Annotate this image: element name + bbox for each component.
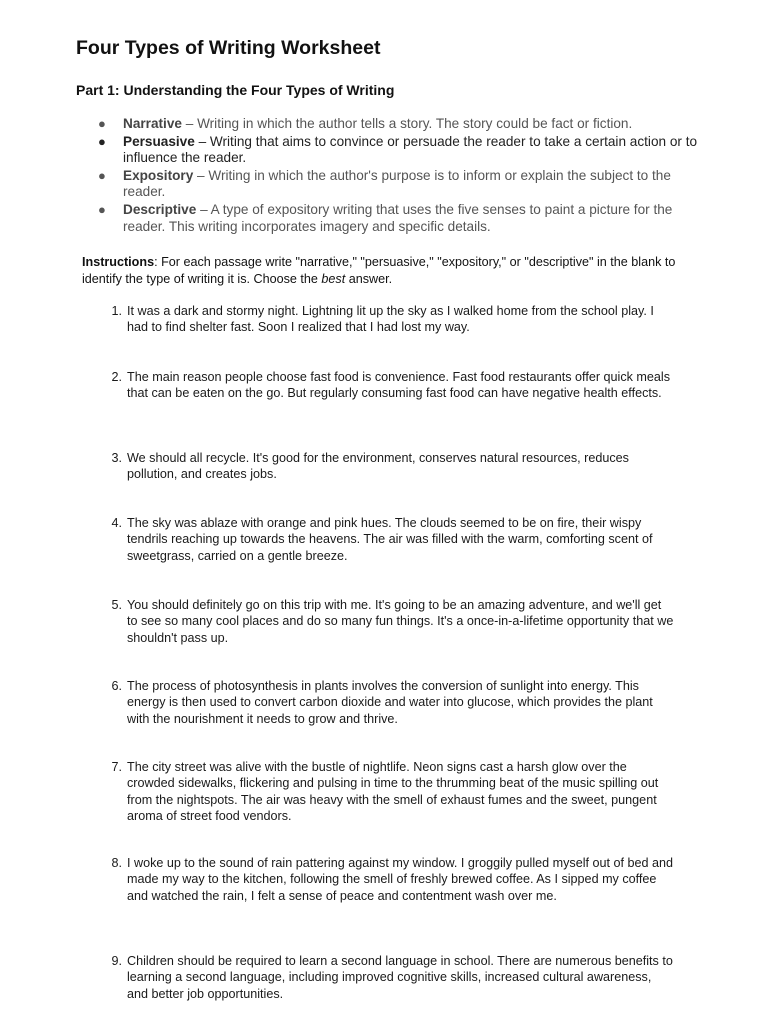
definition-persuasive: – Writing that aims to convince or persuade the reader to take a certain action or to influence the reader. bbox=[123, 133, 698, 166]
passage-text: The city street was alive with the bustle of nightlife. Neon signs cast a harsh glow over the crowded sidewalks, flickering and pulsing in time to the thrumming beat of the music spilling out from the nightspots. The air was heavy with the smell of exhaust fumes and the sweet, pungent aroma of street food vendors. bbox=[127, 760, 659, 824]
part1-heading: Part 1: Understanding the Four Types of Writing bbox=[76, 82, 395, 98]
passage-text: The main reason people choose fast food is convenience. Fast food restaurants offer quick meals that can be eaten on the go. But regularly consuming fast food can have negative health effects. bbox=[127, 370, 671, 401]
term-narrative: Narrative bbox=[123, 116, 182, 131]
list-item-expository bbox=[98, 168, 698, 201]
passage-1 bbox=[104, 303, 674, 336]
passage-5 bbox=[104, 597, 674, 646]
passage-text: I woke up to the sound of rain pattering against my window. I groggily pulled myself out of bed and made my way to the kitchen, following the smell of freshly brewed coffee. As I sipped my coffee and watched the rain, I felt a sense of peace and contentment wash over me. bbox=[127, 856, 674, 903]
passage-number: 9. bbox=[111, 954, 122, 968]
passage-8 bbox=[104, 855, 674, 904]
passage-4 bbox=[104, 515, 674, 564]
passage-text: It was a dark and stormy night. Lightning lit up the sky as I walked home from the school play. I had to find shelter fast. Soon I realized that I had lost my way. bbox=[127, 304, 654, 335]
bullet-icon: ● bbox=[98, 201, 106, 217]
passage-text: The sky was ablaze with orange and pink hues. The clouds seemed to be on fire, their wispy tendrils reaching up towards the heavens. The air was filled with the warm, comforting scent of sweetgrass, carried on a gentle breeze. bbox=[127, 516, 653, 563]
list-item-narrative bbox=[98, 116, 698, 133]
instructions-emphasis: best bbox=[321, 271, 346, 286]
bullet-icon: ● bbox=[98, 116, 106, 131]
passage-text: Children should be required to learn a second language in school. There are numerous benefits to learning a second language, including improved cognitive skills, increased cultural awareness, and better job opportunities. bbox=[127, 954, 673, 1001]
definition-expository: – Writing in which the author's purpose is to inform or explain the subject to the reader. bbox=[123, 167, 671, 200]
term-expository: Expository bbox=[123, 167, 194, 183]
page-title: Four Types of Writing Worksheet bbox=[76, 37, 381, 59]
definition-narrative: – Writing in which the author tells a story. The story could be fact or fiction. bbox=[181, 116, 633, 131]
writing-types-list bbox=[98, 116, 698, 236]
passage-6 bbox=[104, 678, 674, 727]
passage-text: You should definitely go on this trip with me. It's going to be an amazing adventure, and we'll get to see so many cool places and do so many fun things. It's a once-in-a-lifetime opportunity that we shouldn't pass up. bbox=[127, 598, 674, 645]
list-item-persuasive bbox=[98, 134, 698, 167]
passage-number: 1. bbox=[111, 304, 122, 318]
passage-number: 2. bbox=[111, 370, 122, 384]
passage-2 bbox=[104, 369, 674, 402]
instructions-label: Instructions bbox=[82, 255, 155, 269]
instructions-text-end: answer. bbox=[345, 271, 393, 286]
passage-number: 4. bbox=[111, 516, 122, 530]
bullet-icon: ● bbox=[98, 167, 106, 183]
bullet-icon: ● bbox=[98, 133, 106, 149]
passage-number: 6. bbox=[111, 679, 122, 693]
instructions-text: : For each passage write "narrative," "persuasive," "expository," or "descriptive" in the blank to identify the type of writing it is. Choose the bbox=[82, 255, 676, 286]
instructions bbox=[82, 254, 682, 287]
passage-number: 7. bbox=[111, 760, 122, 774]
term-descriptive: Descriptive bbox=[123, 201, 197, 217]
passage-number: 8. bbox=[111, 856, 122, 870]
passage-9 bbox=[104, 953, 674, 1002]
definition-descriptive: – A type of expository writing that uses the five senses to paint a picture for the reader. This writing incorporates imagery and specific details. bbox=[123, 201, 673, 234]
term-persuasive: Persuasive bbox=[123, 133, 195, 149]
list-item-descriptive bbox=[98, 202, 698, 235]
passage-7 bbox=[104, 759, 674, 825]
passage-text: We should all recycle. It's good for the environment, conserves natural resources, reduces pollution, and creates jobs. bbox=[127, 451, 629, 482]
passage-number: 5. bbox=[111, 598, 122, 612]
passage-number: 3. bbox=[111, 451, 122, 465]
passage-3 bbox=[104, 450, 674, 483]
passage-text: The process of photosynthesis in plants involves the conversion of sunlight into energy. This energy is then used to convert carbon dioxide and water into glucose, which provides the plant with the nourishment it needs to grow and thrive. bbox=[127, 679, 653, 726]
